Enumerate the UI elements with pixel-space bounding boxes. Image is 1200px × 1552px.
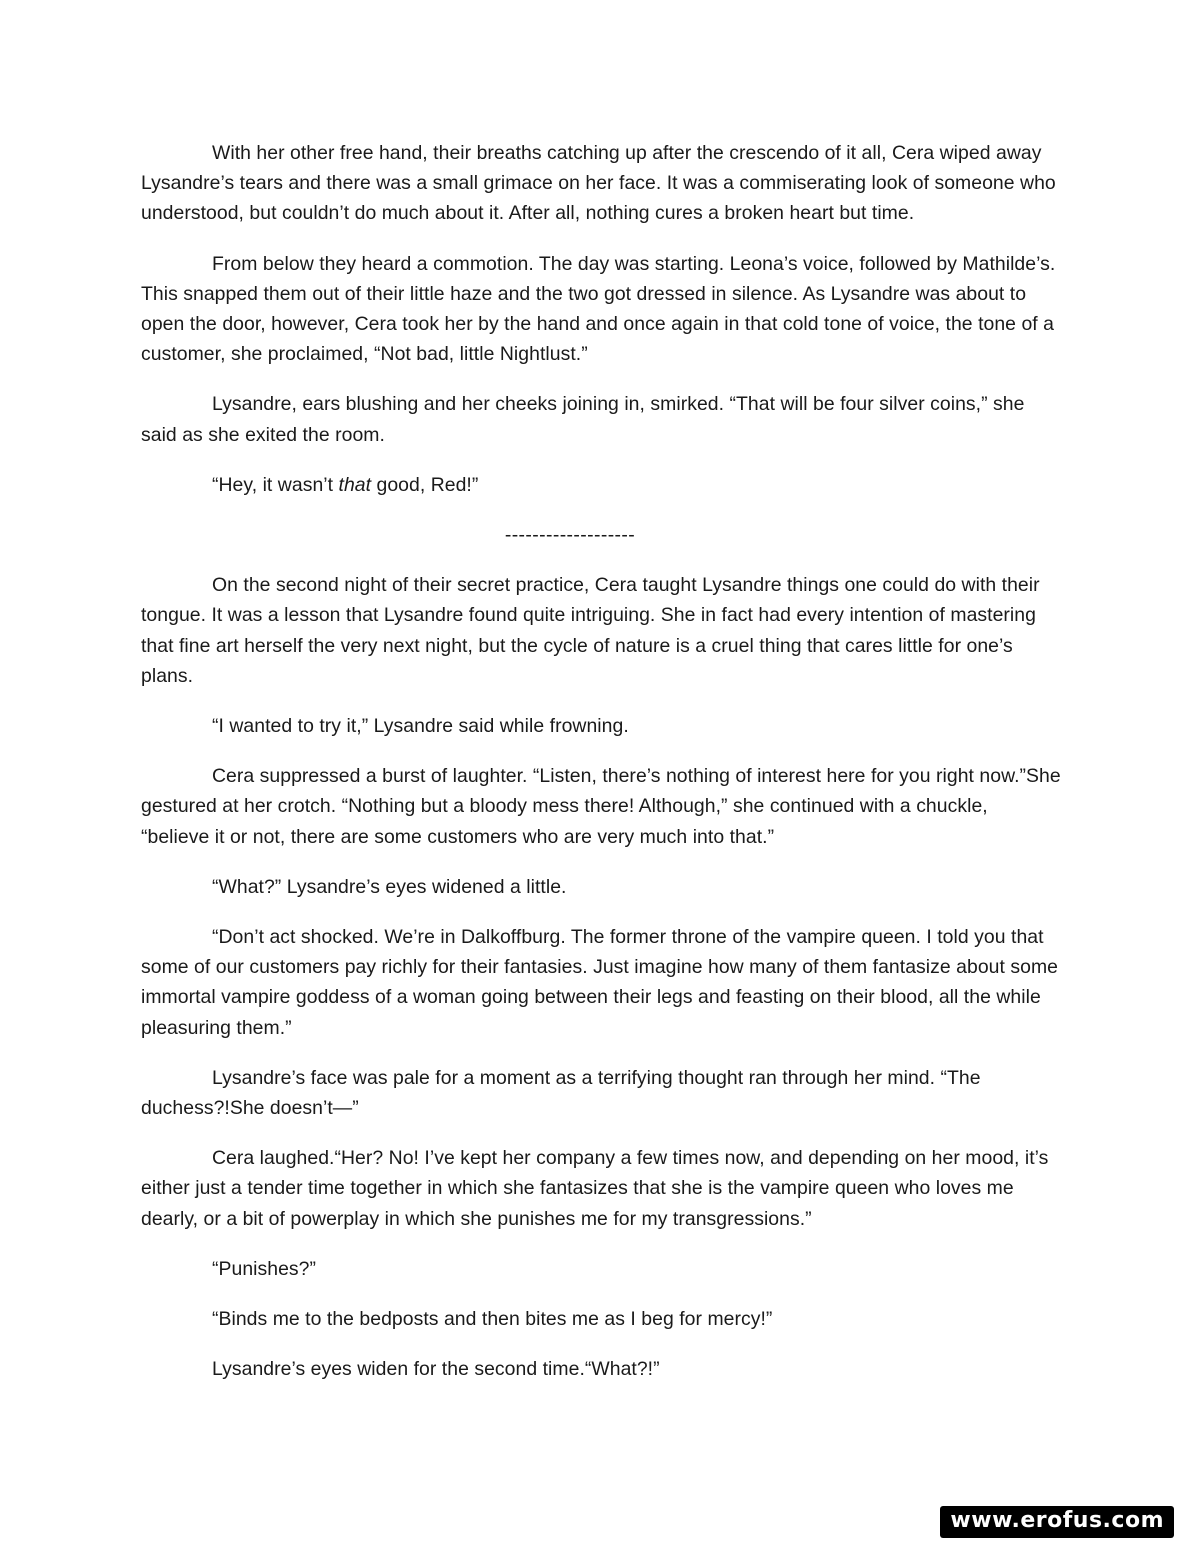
paragraph: Cera suppressed a burst of laughter. “Listen, there’s nothing of interest here for you right now.”She gestured at her crotch. “Nothing but a bloody mess there! Although,” she continued with a chuckle, “believe it or not, there are some customers who are very much into that.” <box>141 765 1061 848</box>
paragraph: Cera laughed.“Her? No! I’ve kept her company a few times now, and depending on her mood, it’s either just a tender time together in which she fantasizes that she is the vampire queen who loves me dearly, or a bit of powerplay in which she punishes me for my transgressions.” <box>141 1147 1049 1230</box>
separator-dashes: ------------------- <box>504 524 636 547</box>
quote-text-before: “Hey, it wasn’t <box>212 473 339 496</box>
paragraph: Lysandre, ears blushing and her cheeks joining in, smirked. “That will be four silver coins,” she said as she exited the room. <box>141 393 1025 446</box>
paragraph: Lysandre’s face was pale for a moment as a terrifying thought ran through her mind. “The duchess?!She doesn’t—” <box>141 1066 981 1120</box>
section-separator <box>141 520 1061 550</box>
quote-emphasis: that <box>338 473 372 496</box>
quote-text-after: good, Red!” <box>371 473 479 496</box>
document-page <box>141 138 1061 1385</box>
paragraph: From below they heard a commotion. The day was starting. Leona’s voice, followed by Mathilde’s. This snapped them out of their little haze and the two got dressed in silence. As Lysandre was about to open the door, however, Cera took her by the hand and once again in that cold tone of voice, the tone of a customer, she proclaimed, “Not bad, little Nightlust.” <box>141 252 1056 366</box>
paragraph: “I wanted to try it,” Lysandre said while frowning. <box>212 715 629 738</box>
quote-line <box>141 470 1061 500</box>
site-watermark: www.erofus.com <box>940 1506 1174 1538</box>
paragraph: “Binds me to the bedposts and then bites me as I beg for mercy!” <box>212 1308 773 1331</box>
paragraph: With her other free hand, their breaths catching up after the crescendo of it all, Cera wiped away Lysandre’s tears and there was a small grimace on her face. It was a commiserating look of someone who understood, but couldn’t do much about it. After all, nothing cures a broken heart but time. <box>141 142 1056 225</box>
paragraph: Lysandre’s eyes widen for the second time.“What?!” <box>212 1358 660 1381</box>
paragraph: On the second night of their secret practice, Cera taught Lysandre things one could do with their tongue. It was a lesson that Lysandre found quite intriguing. She in fact had every intention of mastering that fine art herself the very next night, but the cycle of nature is a cruel thing that cares little for one’s plans. <box>141 574 1040 687</box>
paragraph: “Don’t act shocked. We’re in Dalkoffburg. The former throne of the vampire queen. I told you that some of our customers pay richly for their fantasies. Just imagine how many of them fantasize about some immortal vampire goddess of a woman going between their legs and feasting on their blood, all the while pleasuring them.” <box>141 926 1058 1039</box>
paragraph: “What?” Lysandre’s eyes widened a little. <box>212 875 567 898</box>
paragraph: “Punishes?” <box>212 1257 317 1280</box>
